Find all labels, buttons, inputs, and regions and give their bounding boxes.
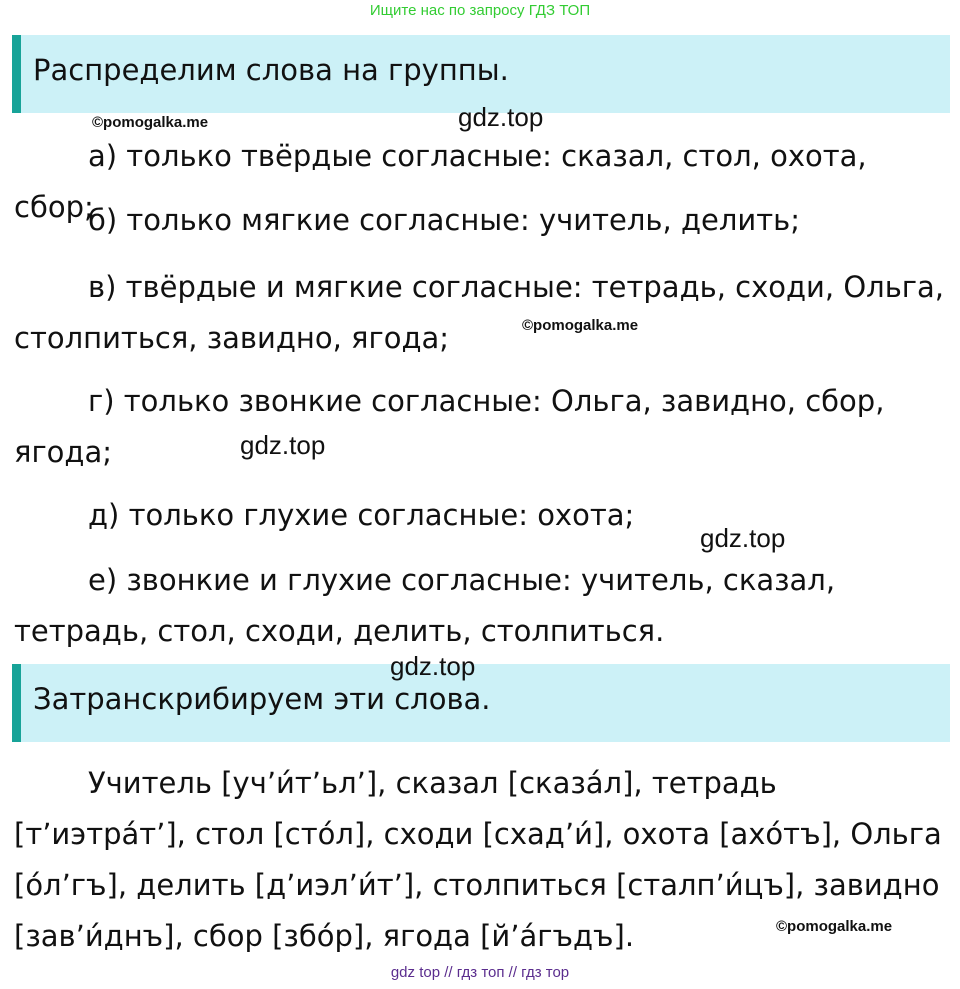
watermark-copyright: ©pomogalka.me <box>776 918 893 935</box>
transcription-text: Учитель [уч’и́т’ьл’], сказал [сказа́л], тетрадь [т’иэтра́т’], стол [сто́л], сходи [схад’и́], охота [ахо́тъ], Ольга [о́л’гъ], делить [д’иэл’и́т’], столпиться [сталп’и́цъ], завидно [зав’и́днъ], сбор [збо́р], ягода [й’а́гъдъ]. <box>14 766 942 953</box>
watermark-copyright: ©pomogalka.me <box>92 114 209 131</box>
watermark-gdz: gdz.top <box>458 102 544 132</box>
group-item-g: г) только звонкие согласные: Ольга, завидно, сбор, ягода; <box>14 384 885 469</box>
watermark-copyright: ©pomogalka.me <box>522 317 639 334</box>
group-item-a: а) только твёрдые согласные: сказал, стол, охота, сбор; <box>14 139 867 224</box>
footer-links[interactable]: gdz top // гдз топ // гдз тор <box>390 964 570 981</box>
watermark-gdz: gdz.top <box>390 651 476 681</box>
section-title-transcription: Затранскрибируем эти слова. <box>33 682 491 716</box>
watermark-gdz: gdz.top <box>240 430 326 460</box>
group-item-v: в) твёрдые и мягкие согласные: тетрадь, сходи, Ольга, столпиться, завидно, ягода; <box>14 270 945 355</box>
group-item-d: д) только глухие согласные: охота; <box>88 498 635 532</box>
section-header-transcription <box>12 664 950 742</box>
group-item-b: б) только мягкие согласные: учитель, делить; <box>88 203 800 237</box>
section-title-groups: Распределим слова на группы. <box>33 53 509 87</box>
watermark-gdz: gdz.top <box>700 523 786 553</box>
top-search-hint-link[interactable]: Ищите нас по запросу ГДЗ ТОП <box>369 2 591 19</box>
group-item-e: е) звонкие и глухие согласные: учитель, сказал, тетрадь, стол, сходи, делить, столпиться. <box>14 563 836 648</box>
